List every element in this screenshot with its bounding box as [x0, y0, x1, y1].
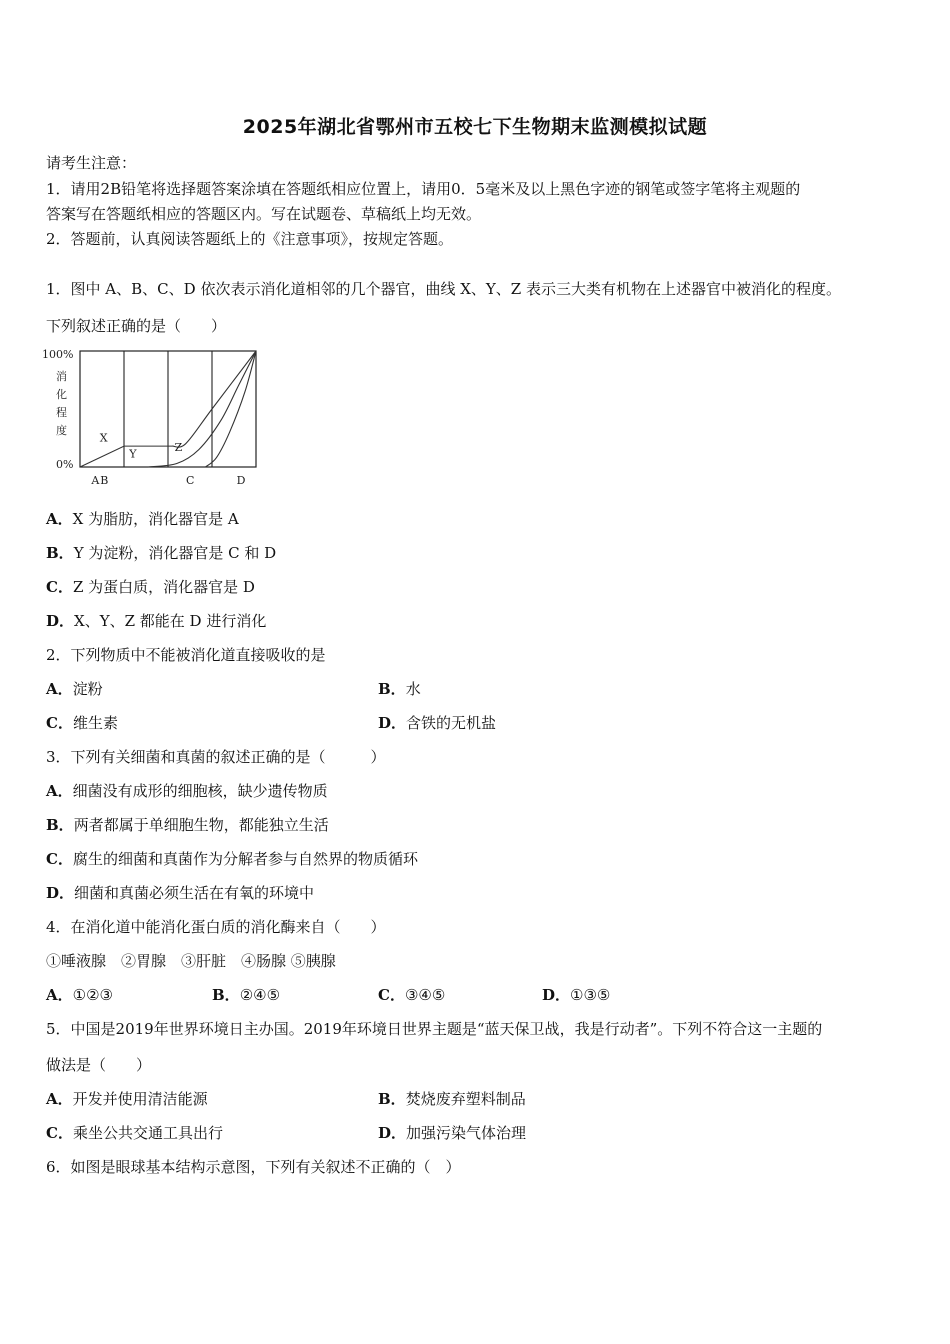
- option-label: C．: [46, 714, 73, 732]
- option-label: A．: [46, 1090, 73, 1108]
- option-text: 焚烧废弃塑料制品: [405, 1090, 526, 1108]
- q1-option-d: [46, 610, 266, 631]
- q2-stem: 2．下列物质中不能被消化道直接吸收的是: [46, 646, 326, 664]
- q1-option-a: [46, 508, 239, 529]
- y-label-char: 度: [56, 424, 67, 437]
- option-label: D．: [378, 714, 407, 732]
- q5-option-d: [378, 1122, 526, 1143]
- option-label: D．: [542, 986, 571, 1004]
- option-text: Y 为淀粉，消化器官是 C 和 D: [73, 544, 277, 562]
- curve-y: [148, 351, 256, 467]
- q4-option-b: [212, 984, 280, 1005]
- option-text: 细菌和真菌必须生活在有氧的环境中: [74, 884, 315, 902]
- chart-frame: [80, 351, 256, 467]
- digestion-chart: [40, 344, 270, 494]
- q2-option-d: [378, 712, 496, 733]
- q3-option-b: [46, 814, 329, 835]
- q3-stem: 3．下列有关细菌和真菌的叙述正确的是（ ）: [46, 748, 386, 766]
- option-label: A．: [46, 680, 73, 698]
- y-top-label: 100%: [42, 348, 74, 361]
- option-text: 开发并使用清洁能源: [72, 1090, 208, 1108]
- option-label: C．: [46, 1124, 73, 1142]
- y-axis-label: [56, 369, 67, 437]
- q5-option-a: [46, 1088, 208, 1109]
- category-labels: [90, 474, 245, 487]
- series-label-z: Z: [174, 440, 183, 454]
- q1-stem: 1．图中 A、B、C、D 依次表示消化道相邻的几个器官，曲线 X、Y、Z 表示三大类有机物在上述器官中被消化的程度。: [46, 280, 841, 298]
- q2-option-c: [46, 712, 118, 733]
- q4-choices: ①唾液腺 ②胃腺 ③肝脏 ④肠腺 ⑤胰腺: [46, 952, 336, 970]
- q5-stem: 5．中国是2019年世界环境日主办国。2019年环境日世界主题是“蓝天保卫战，我是行动者”。下列不符合这一主题的: [46, 1020, 823, 1038]
- q3-option-c: [46, 848, 418, 869]
- q4-option-d: [542, 984, 610, 1005]
- option-label: C．: [46, 850, 73, 868]
- option-label: B．: [212, 986, 240, 1004]
- option-label: C．: [46, 578, 73, 596]
- option-label: B．: [378, 1090, 406, 1108]
- q4-option-c: [378, 984, 445, 1005]
- option-text: 加强污染气体治理: [406, 1124, 527, 1142]
- notice-line: 1．请用2B铅笔将选择题答案涂填在答题纸相应位置上，请用0．5毫米及以上黑色字迹的钢笔或签字笔将主观题的: [46, 180, 801, 198]
- y-label-char: 程: [56, 406, 67, 419]
- q5-option-b: [378, 1088, 526, 1109]
- option-label: A．: [46, 510, 73, 528]
- curve-z: [205, 351, 256, 467]
- option-label: B．: [46, 816, 74, 834]
- category-label-c: C: [186, 474, 195, 487]
- notice-line: 答案写在答题纸相应的答题区内。写在试题卷、草稿纸上均无效。: [46, 205, 482, 223]
- y-label-char: 化: [56, 388, 67, 401]
- q2-option-b: [378, 678, 421, 699]
- option-label: D．: [46, 884, 75, 902]
- y-label-char: 消: [56, 370, 67, 383]
- q1-stem-cont: 下列叙述正确的是（ ）: [46, 317, 227, 335]
- category-label-d: D: [236, 474, 246, 487]
- option-label: B．: [46, 544, 74, 562]
- page-title: 2025年湖北省鄂州市五校七下生物期末监测模拟试题: [242, 116, 708, 138]
- q3-option-d: [46, 882, 314, 903]
- option-text: X、Y、Z 都能在 D 进行消化: [74, 612, 267, 630]
- q5-stem-cont: 做法是（ ）: [46, 1056, 152, 1074]
- option-text: 细菌没有成形的细胞核，缺少遗传物质: [72, 782, 328, 800]
- notice-heading: 请考生注意：: [46, 154, 137, 172]
- option-text: 腐生的细菌和真菌作为分解者参与自然界的物质循环: [72, 850, 418, 868]
- option-text: 淀粉: [72, 680, 103, 698]
- q5-option-c: [46, 1122, 223, 1143]
- option-label: D．: [378, 1124, 407, 1142]
- y-bottom-label: 0%: [56, 458, 74, 471]
- category-label-a: A: [91, 474, 100, 487]
- digestion-chart-svg: [40, 344, 270, 494]
- q2-option-a: [46, 678, 103, 699]
- q3-option-a: [46, 780, 328, 801]
- option-text: 乘坐公共交通工具出行: [72, 1124, 223, 1142]
- q4-stem: 4．在消化道中能消化蛋白质的消化酶来自（ ）: [46, 918, 386, 936]
- option-text: 含铁的无机盐: [406, 714, 497, 732]
- option-text: Z 为蛋白质，消化器官是 D: [72, 578, 255, 596]
- q6-stem: 6．如图是眼球基本结构示意图，下列有关叙述不正确的（ ）: [46, 1158, 461, 1176]
- option-label: A．: [46, 986, 73, 1004]
- series-label-x: X: [99, 431, 108, 445]
- option-label: D．: [46, 612, 75, 630]
- option-text: 维生素: [72, 714, 118, 732]
- option-text: X 为脂肪，消化器官是 A: [72, 510, 239, 528]
- series-label-y: Y: [129, 447, 137, 461]
- option-label: B．: [378, 680, 406, 698]
- option-text: 两者都属于单细胞生物，都能独立生活: [73, 816, 329, 834]
- notice-line: 2．答题前，认真阅读答题纸上的《注意事项》，按规定答题。: [46, 230, 454, 248]
- q1-option-c: [46, 576, 255, 597]
- option-label: A．: [46, 782, 73, 800]
- option-text: ①③⑤: [570, 986, 611, 1004]
- q4-option-a: [46, 984, 113, 1005]
- option-label: C．: [378, 986, 405, 1004]
- option-text: ③④⑤: [404, 986, 446, 1004]
- category-label-b: B: [100, 474, 109, 487]
- q1-option-b: [46, 542, 276, 563]
- option-text: 水: [405, 680, 421, 698]
- option-text: ②④⑤: [239, 986, 281, 1004]
- option-text: ①②③: [72, 986, 113, 1004]
